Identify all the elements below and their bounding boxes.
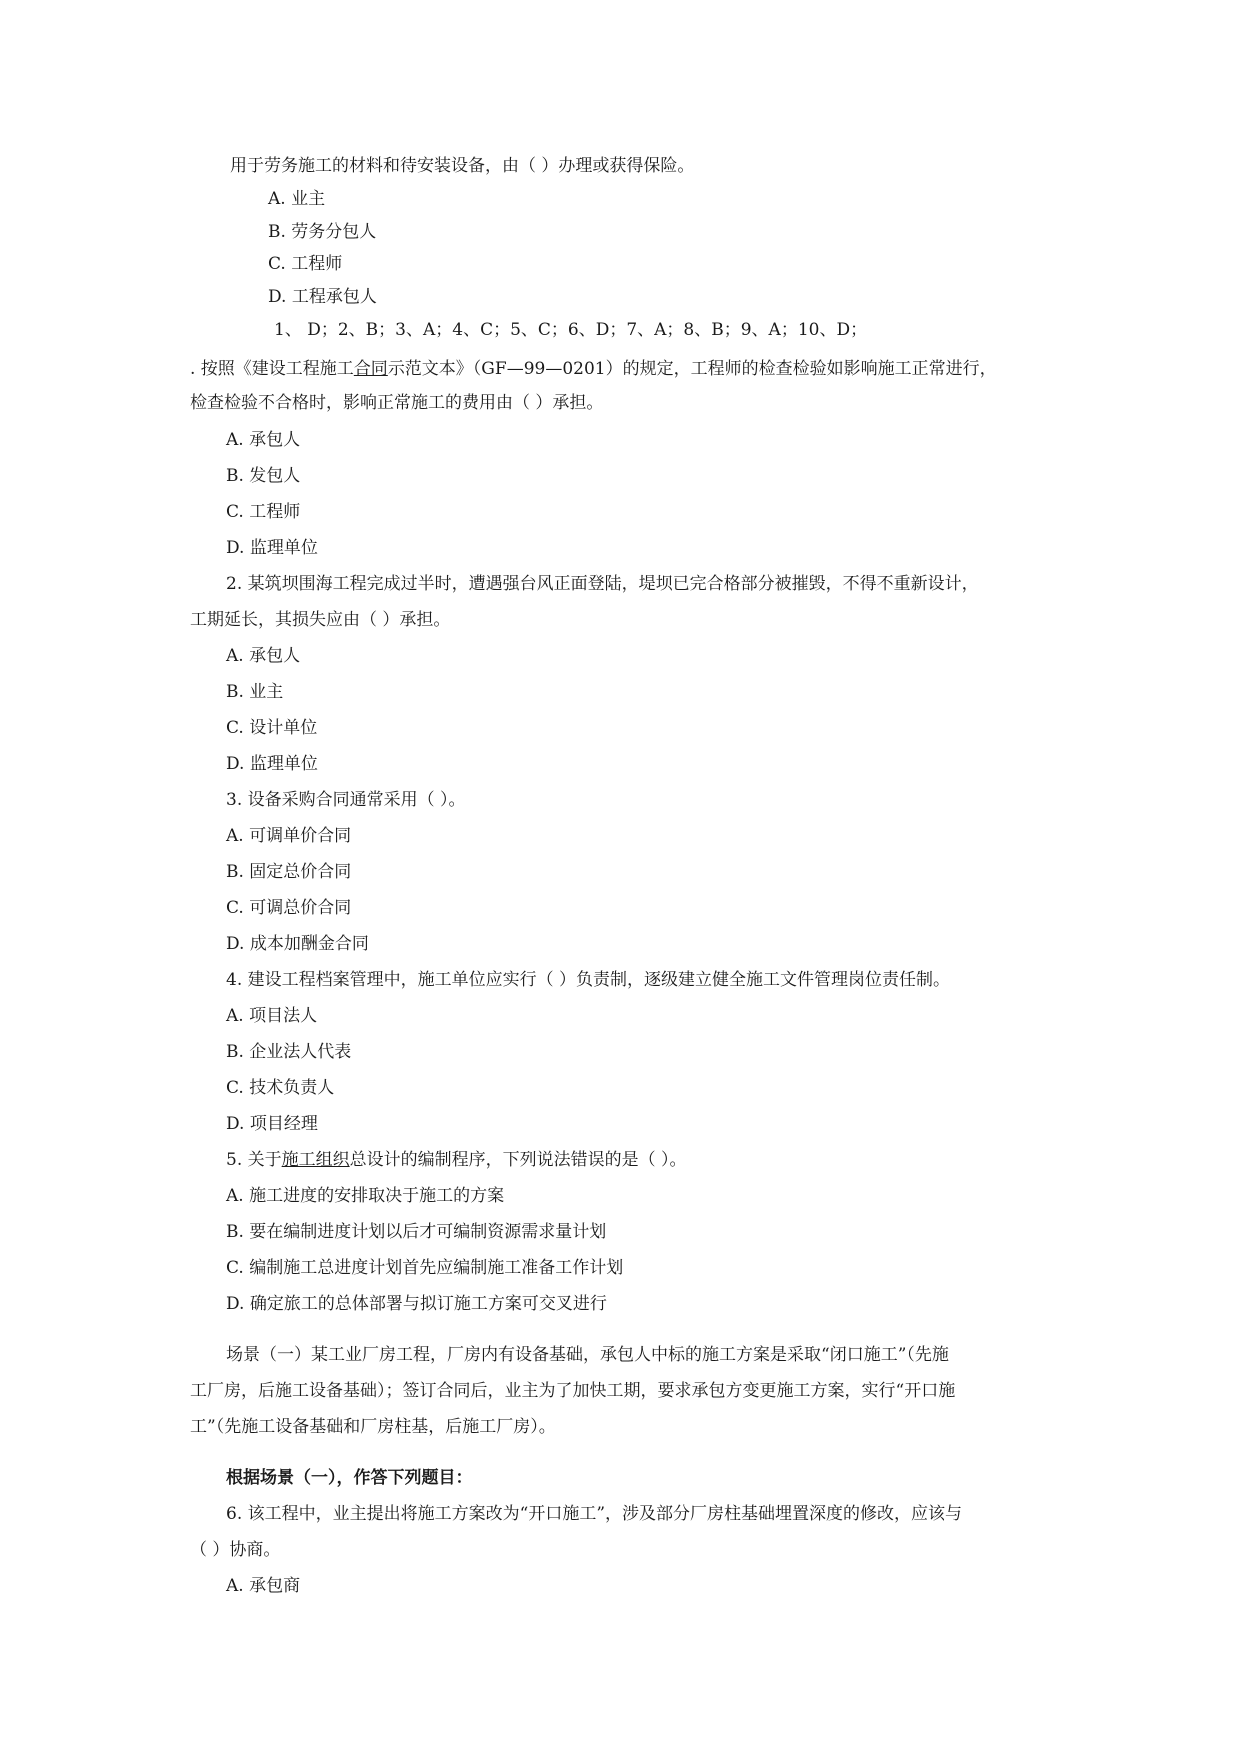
option-d: D. 工程承包人 bbox=[268, 287, 377, 307]
option-a: A. 项目法人 bbox=[226, 1006, 318, 1026]
question-1-text-post: 示范文本》（GF—99—0201）的规定，工程师的检查检验如影响施工正常进行， bbox=[387, 359, 997, 379]
contract-link[interactable]: 合同 bbox=[353, 359, 388, 379]
scenario-line-3: 工”（先施工设备基础和厂房柱基，后施工厂房）。 bbox=[190, 1417, 556, 1437]
option-b: B. 要在编制进度计划以后才可编制资源需求量计划 bbox=[226, 1222, 607, 1242]
answer-key: 1、 D；2、B；3、A；4、C；5、C；6、D；7、A；8、B；9、A；10、D； bbox=[274, 320, 868, 340]
construction-organization-link[interactable]: 施工组织 bbox=[281, 1150, 350, 1170]
question-1-text-pre: . 按照《建设工程施工 bbox=[190, 359, 354, 379]
option-a: A. 施工进度的安排取决于施工的方案 bbox=[226, 1186, 505, 1206]
option-c: C. 技术负责人 bbox=[226, 1078, 335, 1098]
option-d: D. 成本加酬金合同 bbox=[226, 934, 369, 954]
option-d: D. 监理单位 bbox=[226, 538, 318, 558]
option-b: B. 固定总价合同 bbox=[226, 862, 352, 882]
question-2-line-1: 2. 某筑坝围海工程完成过半时，遭遇强台风正面登陆，堤坝已完合格部分被摧毁，不得不重新设计， bbox=[226, 574, 979, 594]
option-d: D. 项目经理 bbox=[226, 1114, 318, 1134]
option-a: A. 可调单价合同 bbox=[226, 826, 352, 846]
option-a: A. 承包人 bbox=[226, 430, 301, 450]
option-c: C. 编制施工总进度计划首先应编制施工准备工作计划 bbox=[226, 1258, 624, 1278]
question-1-line-2: 检查检验不合格时，影响正常施工的费用由（ ）承担。 bbox=[190, 393, 604, 413]
option-c: C. 工程师 bbox=[226, 502, 301, 522]
option-b: B. 企业法人代表 bbox=[226, 1042, 352, 1062]
question-2-line-2: 工期延长，其损失应由（ ）承担。 bbox=[190, 610, 451, 630]
option-b: B. 业主 bbox=[226, 682, 284, 702]
question-3-line-1: 3. 设备采购合同通常采用（ ）。 bbox=[226, 790, 466, 810]
option-d: D. 确定旅工的总体部署与拟订施工方案可交叉进行 bbox=[226, 1294, 607, 1314]
question-4-line-1: 4. 建设工程档案管理中，施工单位应实行（ ）负责制，逐级建立健全施工文件管理岗位责任制。 bbox=[226, 970, 951, 990]
option-a: A. 承包人 bbox=[226, 646, 301, 666]
question-6-line-2: （ ）协商。 bbox=[190, 1540, 281, 1560]
option-c: C. 工程师 bbox=[268, 254, 343, 274]
option-c: C. 设计单位 bbox=[226, 718, 318, 738]
option-a: A. 业主 bbox=[268, 189, 326, 209]
section-heading: 根据场景（一），作答下列题目： bbox=[226, 1468, 473, 1488]
question-5-line-1 bbox=[226, 1148, 687, 1172]
option-c: C. 可调总价合同 bbox=[226, 898, 352, 918]
question-1-line-1 bbox=[190, 357, 997, 381]
question-5-text-post: 总设计的编制程序，下列说法错误的是（ ）。 bbox=[349, 1150, 687, 1170]
scenario-line-1: 场景（一）某工业厂房工程，厂房内有设备基础，承包人中标的施工方案是采取“闭口施工”（先施 bbox=[226, 1345, 949, 1365]
scenario-line-2: 工厂房，后施工设备基础）；签订合同后，业主为了加快工期，要求承包方变更施工方案，实行“开口施 bbox=[190, 1381, 956, 1401]
option-a: A. 承包商 bbox=[226, 1576, 301, 1596]
question-text: 用于劳务施工的材料和待安装设备，由（ ）办理或获得保险。 bbox=[230, 156, 695, 176]
question-5-text-pre: 5. 关于 bbox=[226, 1150, 282, 1170]
option-b: B. 发包人 bbox=[226, 466, 301, 486]
question-6-line-1: 6. 该工程中，业主提出将施工方案改为“开口施工”，涉及部分厂房柱基础埋置深度的修改，应该与 bbox=[226, 1504, 963, 1524]
option-d: D. 监理单位 bbox=[226, 754, 318, 774]
option-b: B. 劳务分包人 bbox=[268, 222, 377, 242]
